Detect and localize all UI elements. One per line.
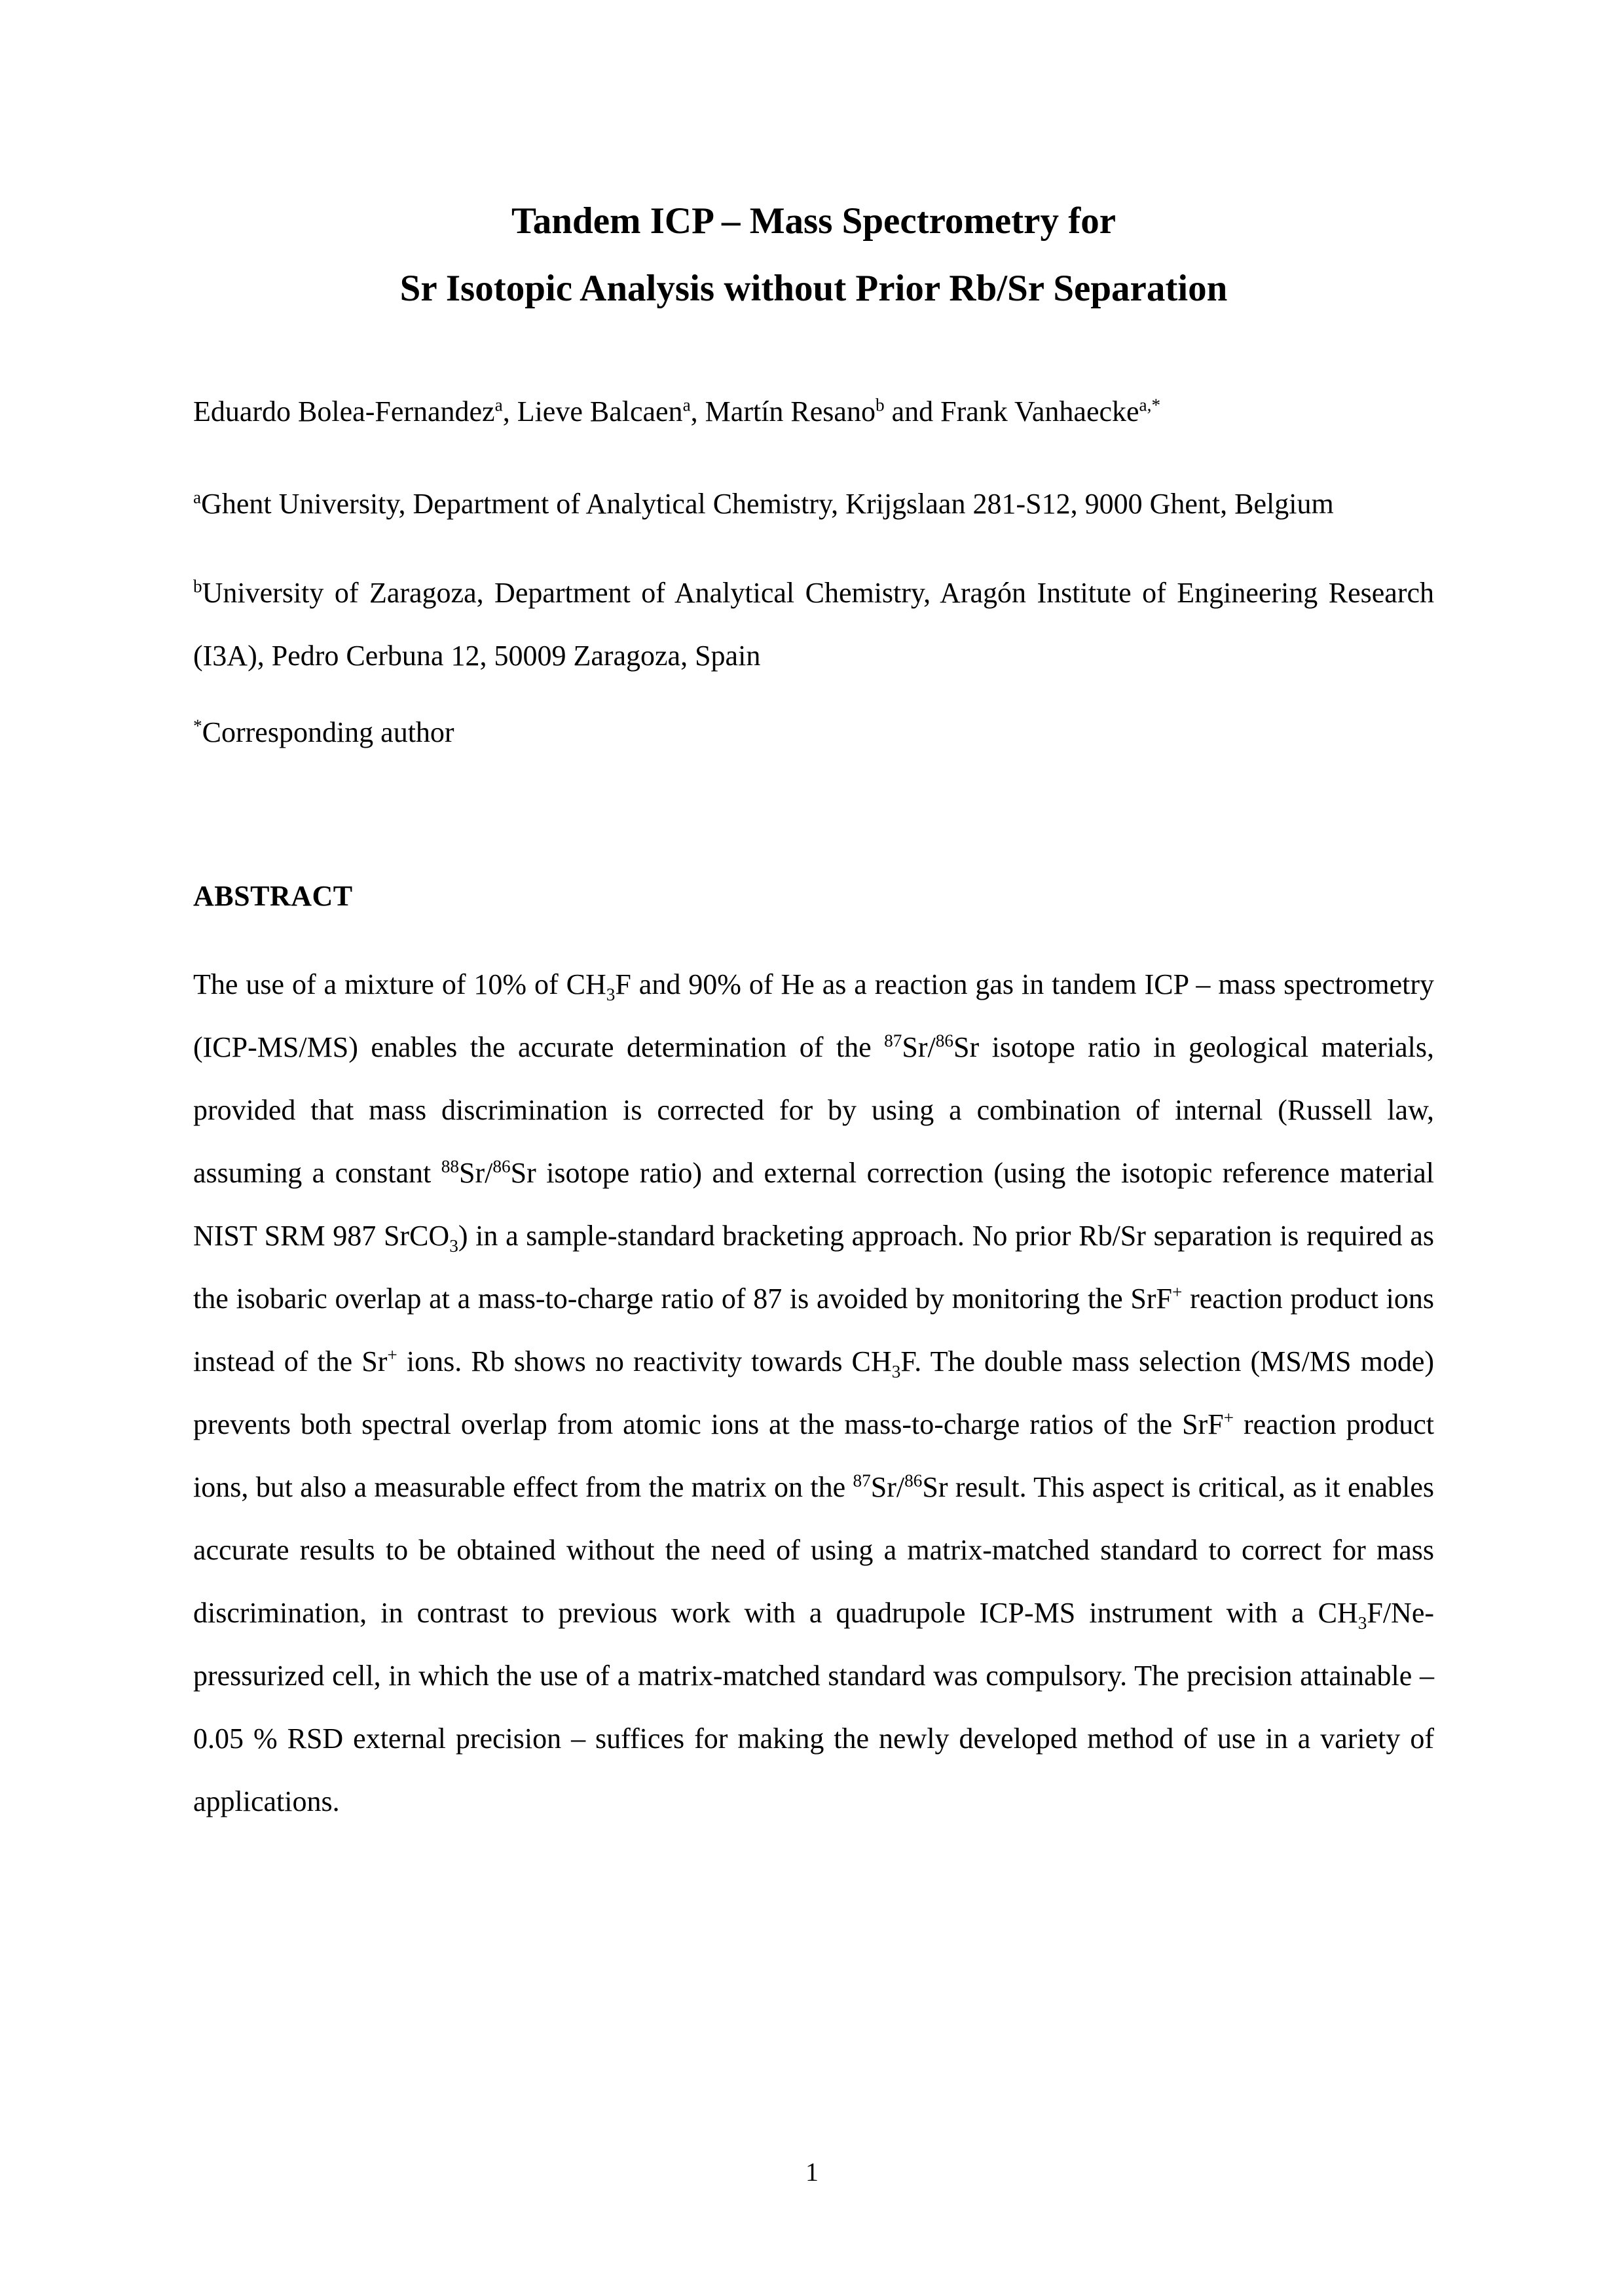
corresponding-author-note xyxy=(193,716,1434,749)
abstract-heading: ABSTRACT xyxy=(193,880,353,912)
affiliation-b-mark: b xyxy=(193,576,202,596)
author-separator-1: , xyxy=(502,395,517,428)
affiliation-a-mark: a xyxy=(193,487,202,507)
affiliation-a xyxy=(193,473,1434,536)
abstract-superscript: + xyxy=(387,1345,397,1365)
abstract-superscript: 87 xyxy=(853,1470,871,1491)
abstract-superscript: + xyxy=(1172,1282,1183,1302)
author-separator-3: and xyxy=(884,395,941,428)
author-name-1: Eduardo Bolea-Fernandez xyxy=(193,395,495,428)
title-line-2: Sr Isotopic Analysis without Prior Rb/Sr Separation xyxy=(399,268,1228,309)
abstract-subscript: 3 xyxy=(606,984,616,1004)
author-name-4: Frank Vanhaecke xyxy=(940,395,1139,428)
affiliation-b xyxy=(193,562,1434,687)
abstract-superscript: + xyxy=(1223,1408,1234,1428)
author-affil-mark-4: a,* xyxy=(1139,395,1161,415)
author-affil-mark-1: a xyxy=(494,395,503,415)
corresponding-author-mark: * xyxy=(193,716,202,736)
abstract-paragraph: The use of a mixture of 10% of $CH_3F$ and 90% of He as a reaction gas in tandem ICP – mass spectrometry (ICP-MS/MS) enables the accurate determination of the $^{87}$Sr/$^{86}$Sr isotope ratio in geological materials, provided that mass discrimination is corrected for by using a combination of internal (Russell law, assuming a constant $^{88}$Sr/$^{86}$Sr isotope ratio) and external correction (using the isotopic reference material NIST SRM 987 SrCO$_3$) in a sample-standard bracketing approach. No prior Rb/Sr separation is required as the isobaric overlap at a mass-to-charge ratio of 87 is avoided by monitoring the SrF+ reaction product ions instead of the Sr+ ions. Rb shows no reactivity towards $CH_3F$. The double mass selection (MS/MS mode) prevents both spectral overlap from atomic ions at the mass-to-charge ratios of the SrF+ reaction product ions, but also a measurable effect from the matrix on the $^{87}$Sr/$^{86}$Sr result. This aspect is critical, as it enables accurate results to be obtained without the need of using a matrix-matched standard to correct for mass discrimination, in contrast to previous work with a quadrupole ICP-MS instrument with a $CH_3F/Ne$-pressurized cell, in which the use of a matrix-matched standard was compulsory. The precision attainable – 0.05 % RSD external precision – suffices for making the newly developed method of use in a variety of applications. xyxy=(193,968,1435,1817)
author-affil-mark-3: b xyxy=(875,395,885,415)
author-name-2: Lieve Balcaen xyxy=(517,395,683,428)
abstract-subscript: 3 xyxy=(449,1235,458,1256)
abstract-superscript: 86 xyxy=(904,1470,923,1491)
affiliation-b-text: University of Zaragoza, Department of Analytical Chemistry, Aragón Institute of Engineering Research (I3A), Pedro Cerbuna 12, 50009 Zaragoza, Spain xyxy=(193,577,1434,672)
abstract-subscript: 3 xyxy=(891,1361,901,1381)
page-title xyxy=(193,187,1434,322)
affiliation-a-text: Ghent University, Department of Analytical Chemistry, Krijgslaan 281-S12, 9000 Ghent, Belgium xyxy=(201,488,1334,520)
abstract-body xyxy=(193,953,1434,1833)
page-number: 1 xyxy=(805,2157,819,2187)
abstract-superscript: 86 xyxy=(492,1156,511,1176)
page-content xyxy=(193,0,1434,1833)
abstract-superscript: 88 xyxy=(441,1156,459,1176)
abstract-subscript: 3 xyxy=(1357,1613,1367,1633)
corresponding-author-text: Corresponding author xyxy=(202,716,454,748)
author-separator-2: , xyxy=(690,395,705,428)
abstract-superscript: 86 xyxy=(935,1030,954,1051)
author-list xyxy=(193,395,1434,428)
author-affil-mark-2: a xyxy=(682,395,691,415)
title-line-1: Tandem ICP – Mass Spectrometry for xyxy=(511,200,1116,242)
abstract-superscript: 87 xyxy=(884,1030,902,1051)
author-name-3: Martín Resano xyxy=(705,395,876,428)
